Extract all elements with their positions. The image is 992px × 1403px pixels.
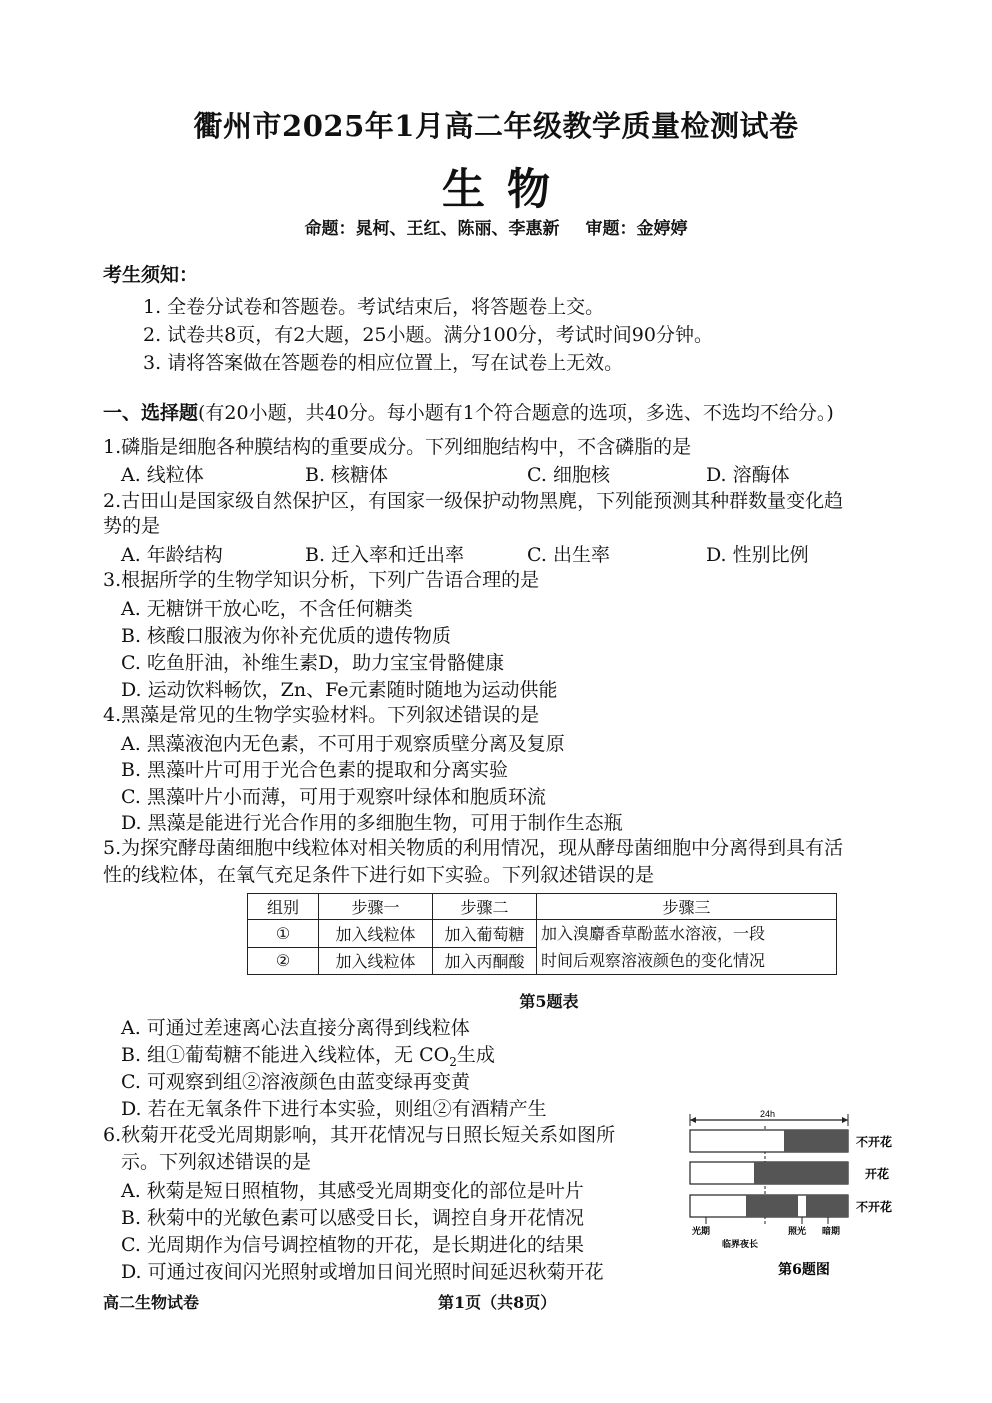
row-label: 不开花 xyxy=(856,1200,893,1214)
option-b: B. 核糖体 xyxy=(305,464,389,486)
co2-subscript: 2 xyxy=(449,1054,457,1069)
row-label: 不开花 xyxy=(856,1135,893,1149)
option-d: D. 运动饮料畅饮，Zn、Fe元素随时随地为运动供能 xyxy=(121,679,558,701)
table-header: 组别 xyxy=(248,894,319,920)
option-c: C. 光周期作为信号调控植物的开花，是长期进化的结果 xyxy=(121,1234,584,1256)
authors: 命题：晁柯、王红、陈丽、李惠新 xyxy=(304,219,560,239)
figure-caption: 第6题图 xyxy=(778,1262,830,1278)
table-cell: 加入丙酮酸 xyxy=(433,947,537,975)
option-c: C. 可观察到组②溶液颜色由蓝变绿再变黄 xyxy=(121,1071,470,1093)
question-stem: 5.为探究酵母菌细胞中线粒体对相关物质的利用情况，现从酵母菌细胞中分离得到具有活 xyxy=(103,837,844,859)
table-header: 步骤三 xyxy=(537,894,837,920)
question-stem-cont: 势的是 xyxy=(103,515,161,537)
page-number: 第1页（共8页） xyxy=(438,1293,557,1312)
step3-line: 加入溴麝香草酚蓝水溶液，一段 xyxy=(541,924,766,943)
option-d: D. 可通过夜间闪光照射或增加日间光照时间延迟秋菊开花 xyxy=(121,1261,604,1283)
dark-period xyxy=(754,1162,848,1184)
table-header: 步骤一 xyxy=(319,894,433,920)
question-stem: 3.根据所学的生物学知识分析，下列广告语合理的是 xyxy=(103,569,540,591)
question-stem: 2.古田山是国家级自然保护区，有国家一级保护动物黑麂，下列能预测其种群数量变化趋 xyxy=(103,490,844,512)
option-d: D. 黑藻是能进行光合作用的多细胞生物，可用于制作生态瓶 xyxy=(121,812,623,834)
question-stem-cont: 示。下列叙述错误的是 xyxy=(121,1151,312,1173)
dark-period xyxy=(806,1195,848,1217)
option-a: A. 可通过差速离心法直接分离得到线粒体 xyxy=(121,1017,470,1039)
option-a: A. 秋菊是短日照植物，其感受光周期变化的部位是叶片 xyxy=(121,1180,584,1202)
table-cell: 加入线粒体 xyxy=(319,947,433,975)
exam-title: 衢州市2025年1月高二年级教学质量检测试卷 xyxy=(193,109,799,143)
table-caption: 第5题表 xyxy=(519,992,579,1011)
q5-table xyxy=(247,893,837,975)
label-light-period: 光期 xyxy=(692,1227,711,1237)
label-flash: 照光 xyxy=(788,1227,807,1237)
option-c: C. 吃鱼肝油，补维生素D，助力宝宝骨骼健康 xyxy=(121,652,505,674)
co2-text: CO xyxy=(419,1044,450,1066)
option-b: B. 迁入率和迁出率 xyxy=(305,544,465,566)
option-b-end: 生成 xyxy=(456,1044,495,1066)
subject-title: 生物 xyxy=(442,165,572,215)
reviewer: 审题：金婷婷 xyxy=(585,219,688,239)
scale-arrow-right xyxy=(842,1117,848,1123)
option-b xyxy=(121,1040,495,1069)
question-stem: 4.黑藻是常见的生物学实验材料。下列叙述错误的是 xyxy=(103,704,540,726)
notice-item: 2. 试卷共8页，有2大题，25小题。满分100分，考试时间90分钟。 xyxy=(143,324,713,346)
scale-arrow-left xyxy=(690,1117,696,1123)
notice-item: 1. 全卷分试卷和答题卷。考试结束后，将答题卷上交。 xyxy=(143,296,605,318)
option-a: A. 黑藻液泡内无色素，不可用于观察质壁分离及复原 xyxy=(121,733,565,755)
section-heading xyxy=(103,398,834,425)
table-cell: ① xyxy=(248,920,319,948)
table-cell-step3 xyxy=(537,920,837,975)
option-b-text: B. 组①葡萄糖不能进入线粒体，无 xyxy=(121,1044,414,1066)
table-header-row xyxy=(248,894,837,920)
option-d: D. 性别比例 xyxy=(706,544,809,566)
table-cell: ② xyxy=(248,947,319,975)
section-desc: (有20小题，共40分。每小题有1个符合题意的选项，多选、不选均不给分。) xyxy=(198,402,834,424)
option-a: A. 年龄结构 xyxy=(121,544,223,566)
option-a: A. 线粒体 xyxy=(121,464,204,486)
table-row xyxy=(248,920,837,948)
notice-heading: 考生须知： xyxy=(103,264,199,286)
option-a: A. 无糖饼干放心吃，不含任何糖类 xyxy=(121,598,413,620)
section-title: 一、选择题 xyxy=(103,402,199,424)
table-cell: 加入葡萄糖 xyxy=(433,920,537,948)
question-stem: 6.秋菊开花受光周期影响，其开花情况与日照长短关系如图所 xyxy=(103,1124,616,1146)
option-c: C. 黑藻叶片小而薄，可用于观察叶绿体和胞质环流 xyxy=(121,786,546,808)
dark-period xyxy=(746,1195,798,1217)
step3-line: 时间后观察溶液颜色的变化情况 xyxy=(541,951,766,970)
label-dark-period: 暗期 xyxy=(822,1227,841,1237)
authors-line xyxy=(0,214,992,239)
option-d: D. 若在无氧条件下进行本实验，则组②有酒精产生 xyxy=(121,1098,547,1120)
option-d: D. 溶酶体 xyxy=(706,464,790,486)
notice-item: 3. 请将答案做在答题卷的相应位置上，写在试卷上无效。 xyxy=(143,352,624,374)
label-critical-night: 临界夜长 xyxy=(722,1240,759,1250)
footer-left: 高二生物试卷 xyxy=(103,1293,200,1312)
photoperiod-figure xyxy=(688,1106,920,1278)
option-c: C. 出生率 xyxy=(527,544,610,566)
question-stem: 1.磷脂是细胞各种膜结构的重要成分。下列细胞结构中，不含磷脂的是 xyxy=(103,436,692,458)
dark-period xyxy=(784,1130,848,1152)
option-b: B. 核酸口服液为你补充优质的遗传物质 xyxy=(121,625,452,647)
option-b: B. 黑藻叶片可用于光合色素的提取和分离实验 xyxy=(121,759,509,781)
row-label: 开花 xyxy=(865,1167,890,1181)
scale-label: 24h xyxy=(760,1109,776,1119)
table-header: 步骤二 xyxy=(433,894,537,920)
question-stem-cont: 性的线粒体，在氧气充足条件下进行如下实验。下列叙述错误的是 xyxy=(103,864,655,886)
option-b: B. 秋菊中的光敏色素可以感受日长，调控自身开花情况 xyxy=(121,1207,585,1229)
option-c: C. 细胞核 xyxy=(527,464,610,486)
table-cell: 加入线粒体 xyxy=(319,920,433,948)
